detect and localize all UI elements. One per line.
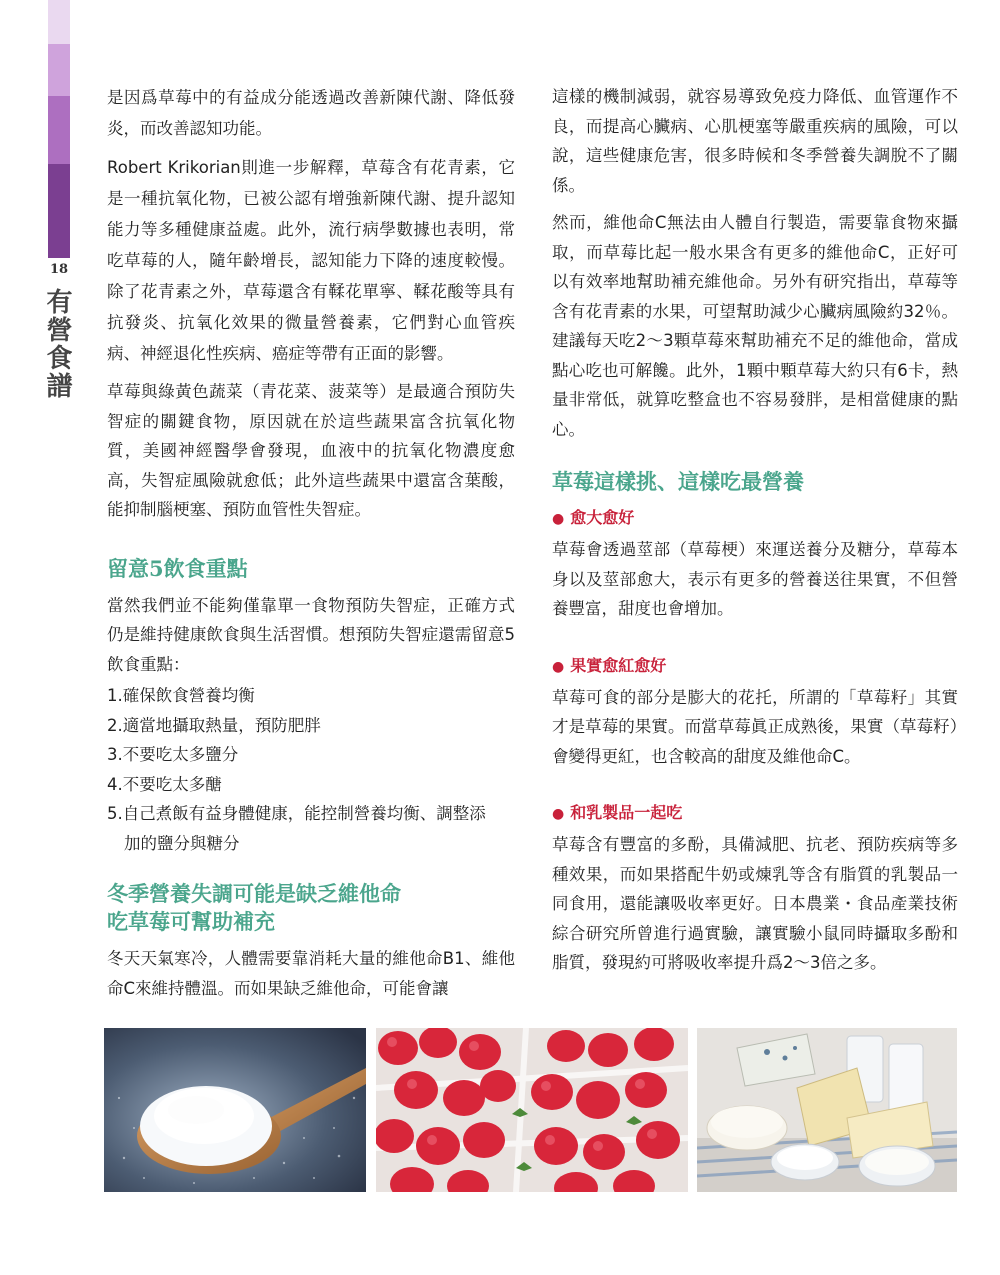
list-item-line: 5.自己煮飯有益身體健康，能控制營養均衡、調整添 xyxy=(107,804,486,823)
bullet-dot-icon: ● xyxy=(552,511,565,527)
paragraph: 這樣的機制減弱，就容易導致免疫力降低、血管運作不良，而提高心臟病、心肌梗塞等嚴重疾病的風險，可以說，這些健康危害，很多時候和冬季營養失調脫不了關係。 xyxy=(552,87,958,195)
bullet-heading xyxy=(552,799,958,828)
photo-strip xyxy=(104,1028,957,1192)
sidebar-segment xyxy=(48,96,70,164)
sidebar-segment xyxy=(48,0,70,44)
dairy-products-photo xyxy=(697,1028,957,1192)
paragraph: Robert Krikorian則進一步解釋，草莓含有花青素，它是一種抗氧化物，已被公認有增強新陳代謝、提升認知能力等多種健康益處。此外，流行病學數據也表明，常吃草莓的人，隨年齡增長，認知能力下降的速度較慢。除了花青素之外，草莓還含有鞣花單寧、鞣花酸等具有抗發炎、抗氧化效果的微量營養素，它們對心血管疾病、神經退化性疾病、癌症等帶有正面的影響。 xyxy=(107,158,515,363)
list-item: 3.不要吃太多鹽分 xyxy=(107,745,239,764)
section-heading xyxy=(107,880,515,936)
section-heading xyxy=(107,555,515,583)
paragraph: 草莓會透過莖部（草莓梗）來運送養分及糖分，草莓本身以及莖部愈大，表示有更多的營養送往果實，不但營養豐富，甜度也會增加。 xyxy=(552,540,958,618)
list-item: 1.確保飲食營養均衡 xyxy=(107,686,255,705)
page-number: 18 xyxy=(49,262,69,277)
sidebar-segment xyxy=(48,164,70,258)
bullet-heading-text: 果實愈紅愈好 xyxy=(570,655,667,675)
paragraph: 草莓與綠黃色蔬菜（青花菜、菠菜等）是最適合預防失智症的關鍵食物，原因就在於這些蔬果富含抗氧化物質，美國神經醫學會發現，血液中的抗氧化物濃度愈高，失智症風險就愈低；此外這些蔬果中還富含葉酸，能抑制腦梗塞、預防血管性失智症。 xyxy=(107,382,515,519)
section-heading xyxy=(552,468,958,496)
list-item: 2.適當地攝取熱量，預防肥胖 xyxy=(107,715,321,735)
paragraph: 冬天天氣寒冷，人體需要靠消耗大量的維他命B1、維他命C來維持體溫。而如果缺乏維他命，可能會讓 xyxy=(107,949,515,998)
section-heading-text: 留意5飲食重點 xyxy=(107,555,248,581)
section-heading-text: 草莓這樣挑、這樣吃最營養 xyxy=(552,469,804,494)
list-item xyxy=(107,799,515,858)
paragraph: 是因爲草莓中的有益成分能透過改善新陳代謝、降低發炎，而改善認知功能。 xyxy=(107,88,515,138)
bullet-dot-icon: ● xyxy=(552,806,565,822)
bullet-heading-text: 愈大愈好 xyxy=(570,508,635,527)
left-column xyxy=(107,82,515,1011)
sidebar-color-bar xyxy=(48,0,70,258)
bullet-heading xyxy=(552,652,958,681)
paragraph: 然而，維他命C無法由人體自行製造，需要靠食物來攝取，而草莓比起一般水果含有更多的維他命C，正好可以有效率地幫助補充維他命。另外有研究指出，草莓等含有花青素的水果，可望幫助減少心臟病風險約32％。建議每天吃2～3顆草莓來幫助補充不足的維他命，當成點心吃也可解饞。此外，1顆中顆草莓大約只有6卡，熱量非常低，就算吃整盒也不容易發胖，是相當健康的點心。 xyxy=(552,213,958,439)
bullet-heading xyxy=(552,504,958,533)
diet-points-list xyxy=(107,681,515,858)
strawberries-photo xyxy=(376,1028,688,1192)
bullet-heading-text: 和乳製品一起吃 xyxy=(570,803,683,822)
salt-spoon-photo xyxy=(104,1028,366,1192)
right-column xyxy=(552,82,958,986)
sidebar-segment xyxy=(48,44,70,96)
paragraph: 草莓含有豐富的多酚，具備減肥、抗老、預防疾病等多種效果，而如果搭配牛奶或煉乳等含有脂質的乳製品一同食用，還能讓吸收率更好。日本農業・食品產業技術綜合研究所曾進行過實驗，讓實驗小鼠同時攝取多酚和脂質，發現約可將吸收率提升爲2～3倍之多。 xyxy=(552,835,958,972)
bullet-dot-icon: ● xyxy=(552,658,565,675)
section-heading-text: 冬季營養失調可能是缺乏維他命 xyxy=(107,881,401,906)
magazine-name: 有營食譜 xyxy=(42,288,72,400)
section-heading-text: 吃草莓可幫助補充 xyxy=(107,909,275,934)
paragraph: 草莓可食的部分是膨大的花托，所謂的「草莓籽」其實才是草莓的果實。而當草莓眞正成熟後，果實（草莓籽）會變得更紅，也含較高的甜度及維他命C。 xyxy=(552,687,958,766)
paragraph: 當然我們並不能夠僅靠單一食物預防失智症，正確方式仍是維持健康飲食與生活習慣。想預防失智症還需留意5飲食重點： xyxy=(107,595,515,674)
list-item: 4.不要吃太多醣 xyxy=(107,774,222,794)
list-item-line: 加的鹽分與糖分 xyxy=(124,833,240,853)
